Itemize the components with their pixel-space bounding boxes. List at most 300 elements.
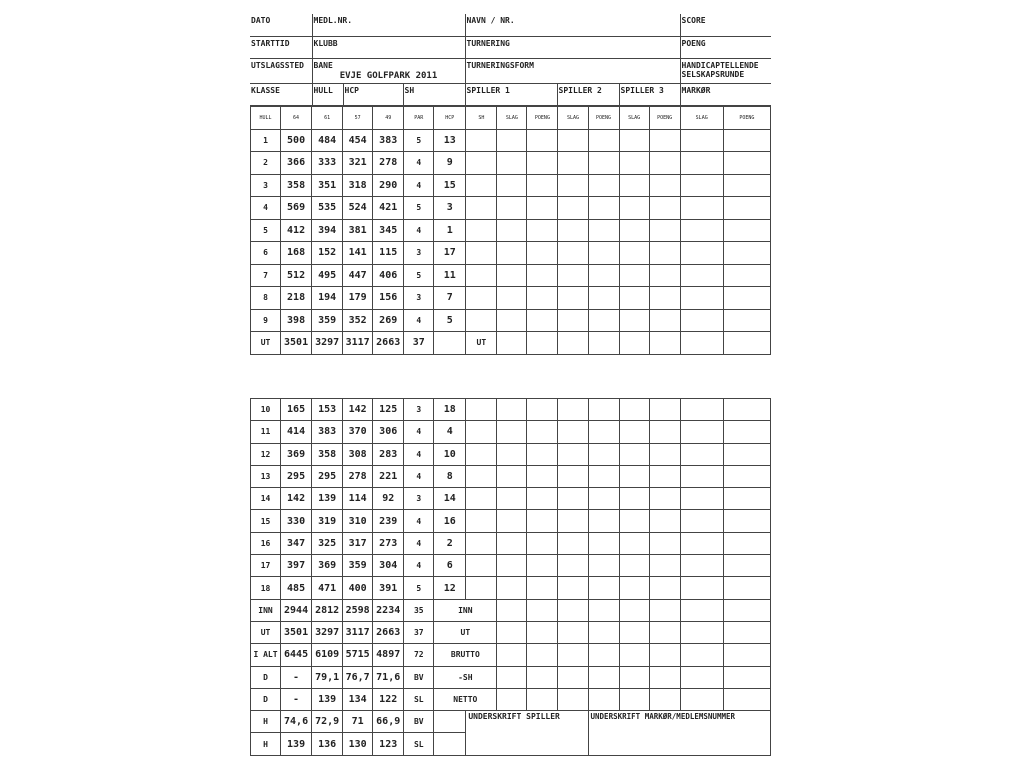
hole-row (251, 287, 771, 310)
score-cell-slag-2[interactable] (558, 174, 588, 197)
score-cell-poeng-3[interactable] (649, 174, 680, 197)
score-cell-slag-1[interactable] (497, 152, 527, 175)
score-cell-slag-3[interactable] (619, 287, 649, 310)
hcp-index: 12 (434, 577, 466, 599)
tee-57-length: 381 (343, 219, 373, 242)
score-cell-poeng-1[interactable] (527, 666, 558, 688)
score-cell-slag-1[interactable] (497, 599, 527, 621)
score-cell-poeng-3[interactable] (649, 532, 680, 554)
score-cell-poeng-3[interactable] (649, 688, 680, 710)
score-cell-poeng-1[interactable] (527, 443, 558, 465)
tee-57-total: 3117 (343, 332, 373, 355)
score-cell-slag-markor[interactable] (680, 644, 723, 666)
score-cell-poeng-3[interactable] (649, 287, 680, 310)
score-cell-slag-1[interactable] (497, 688, 527, 710)
score-cell-slag-2[interactable] (558, 129, 588, 152)
bane-label: BANE (313, 60, 333, 70)
score-cell-poeng-2[interactable] (588, 666, 619, 688)
score-cell-poeng-3[interactable] (649, 666, 680, 688)
hole-row (251, 242, 771, 265)
tee-64-length: 358 (281, 174, 312, 197)
spiller2-field[interactable]: SPILLER 2 (557, 83, 619, 105)
tee-61-length: 471 (312, 577, 343, 599)
column-header: SLAG (497, 106, 527, 129)
score-cell-poeng-markor[interactable] (723, 264, 770, 287)
par-value: 5 (404, 577, 434, 599)
hcp-index: 9 (434, 152, 466, 175)
tee-57-length: 310 (343, 510, 373, 532)
score-cell-poeng-markor[interactable] (723, 599, 770, 621)
score-cell-poeng-1[interactable] (527, 197, 558, 220)
score-cell-poeng-3[interactable] (649, 219, 680, 242)
score-cell-poeng-3[interactable] (649, 599, 680, 621)
tee-64-length: 512 (281, 264, 312, 287)
score-cell-sh[interactable] (466, 465, 497, 487)
score-cell-poeng-1[interactable] (527, 621, 558, 643)
score-cell-slag-2[interactable] (558, 197, 588, 220)
score-cell-poeng-3[interactable] (649, 264, 680, 287)
navn-nr-field[interactable]: NAVN / NR. (465, 14, 680, 36)
score-cell-slag-markor[interactable] (680, 443, 723, 465)
tee-57-summary: 3117 (343, 621, 373, 643)
score-cell-poeng-markor[interactable] (723, 621, 770, 643)
score-cell-poeng-2[interactable] (588, 688, 619, 710)
score-cell-slag-2[interactable] (558, 309, 588, 332)
score-cell-slag-2[interactable] (558, 465, 588, 487)
score-cell-slag-2[interactable] (558, 399, 588, 421)
score-cell-slag-1[interactable] (497, 488, 527, 510)
score-cell-slag-markor[interactable] (680, 465, 723, 487)
column-header: SLAG (680, 106, 723, 129)
score-cell-poeng-2[interactable] (588, 197, 619, 220)
score-cell-slag-3[interactable] (619, 555, 649, 577)
tee-57-length: 447 (343, 264, 373, 287)
hcp-index: 11 (434, 264, 466, 287)
summary-row (251, 644, 771, 666)
score-cell-poeng-markor[interactable] (723, 287, 770, 310)
score-cell-slag-3[interactable] (619, 264, 649, 287)
score-cell-poeng-2[interactable] (588, 332, 619, 355)
score-cell-poeng-1[interactable] (527, 287, 558, 310)
hcp-index: 18 (434, 399, 466, 421)
tee-49-length: 283 (373, 443, 404, 465)
score-cell-poeng-3[interactable] (649, 644, 680, 666)
score-cell-slag-3[interactable] (619, 465, 649, 487)
score-cell-poeng-markor[interactable] (723, 421, 770, 443)
score-cell-slag-markor[interactable] (680, 599, 723, 621)
medl-nr-label: MEDL.NR. (313, 16, 353, 25)
score-cell-poeng-2[interactable] (588, 309, 619, 332)
score-cell-poeng-markor[interactable] (723, 577, 770, 599)
score-cell-slag-markor[interactable] (680, 488, 723, 510)
score-cell-slag-2[interactable] (558, 287, 588, 310)
summary-row (251, 666, 771, 688)
player-signature-field[interactable]: UNDERSKRIFT SPILLER (466, 711, 588, 756)
score-cell-slag-3[interactable] (619, 421, 649, 443)
score-cell-poeng-1[interactable] (527, 510, 558, 532)
score-cell-slag-3[interactable] (619, 510, 649, 532)
score-cell-poeng-1[interactable] (527, 309, 558, 332)
score-cell-sh[interactable] (466, 399, 497, 421)
spiller1-field[interactable]: SPILLER 1 (465, 83, 557, 105)
score-cell-slag-markor[interactable] (680, 287, 723, 310)
score-cell-poeng-3[interactable] (649, 152, 680, 175)
score-cell-slag-2[interactable] (558, 599, 588, 621)
score-cell-slag-1[interactable] (497, 332, 527, 355)
score-cell-poeng-3[interactable] (649, 242, 680, 265)
score-cell-slag-markor[interactable] (680, 197, 723, 220)
score-cell-poeng-2[interactable] (588, 152, 619, 175)
score-cell-slag-2[interactable] (558, 577, 588, 599)
hcp-field[interactable]: HCP (343, 83, 403, 105)
score-cell-slag-2[interactable] (558, 488, 588, 510)
score-cell-slag-1[interactable] (497, 555, 527, 577)
score-cell-slag-markor[interactable] (680, 152, 723, 175)
score-cell-poeng-3[interactable] (649, 577, 680, 599)
tee-61-summary: 6109 (312, 644, 343, 666)
score-cell-slag-3[interactable] (619, 621, 649, 643)
score-cell-poeng-2[interactable] (588, 488, 619, 510)
score-cell-sh[interactable] (466, 443, 497, 465)
poeng-field[interactable]: POENG (680, 36, 771, 58)
score-cell-slag-2[interactable] (558, 532, 588, 554)
tee-61-summary: 79,1 (312, 666, 343, 688)
par-total: 37 (404, 332, 434, 355)
hole-number: 12 (251, 443, 281, 465)
hcp-index: 3 (434, 197, 466, 220)
tee-57-value: 130 (343, 733, 373, 755)
tee-49-length: 421 (373, 197, 404, 220)
handicap-field[interactable] (680, 58, 771, 83)
score-cell-slag-3[interactable] (619, 577, 649, 599)
tee-57-length: 308 (343, 443, 373, 465)
score-cell-slag-2[interactable] (558, 555, 588, 577)
score-cell-slag-1[interactable] (497, 264, 527, 287)
score-cell-poeng-3[interactable] (649, 488, 680, 510)
score-cell-slag-2[interactable] (558, 443, 588, 465)
score-cell-slag-3[interactable] (619, 129, 649, 152)
score-cell-slag-markor[interactable] (680, 174, 723, 197)
score-cell-poeng-3[interactable] (649, 465, 680, 487)
score-cell-poeng-3[interactable] (649, 197, 680, 220)
score-cell-poeng-1[interactable] (527, 399, 558, 421)
klasse-field[interactable]: KLASSE (250, 83, 312, 105)
score-cell-poeng-2[interactable] (588, 644, 619, 666)
score-cell-slag-2[interactable] (558, 332, 588, 355)
par-value: 4 (404, 443, 434, 465)
tee-49-length: 290 (373, 174, 404, 197)
score-cell-poeng-markor[interactable] (723, 332, 770, 355)
score-cell-poeng-3[interactable] (649, 621, 680, 643)
score-cell-slag-3[interactable] (619, 666, 649, 688)
par-value: 3 (404, 287, 434, 310)
score-cell-sh[interactable] (466, 577, 497, 599)
total-tag: UT (466, 332, 497, 355)
score-cell-poeng-3[interactable] (649, 309, 680, 332)
score-cell-sh[interactable] (466, 174, 497, 197)
par-value: 4 (404, 152, 434, 175)
score-cell-poeng-3[interactable] (649, 510, 680, 532)
score-field[interactable]: SCORE (680, 14, 771, 36)
markor-field[interactable]: MARKØR (680, 83, 771, 105)
score-cell-sh[interactable] (466, 309, 497, 332)
score-cell-poeng-3[interactable] (649, 443, 680, 465)
score-cell-poeng-2[interactable] (588, 129, 619, 152)
score-cell-poeng-1[interactable] (527, 555, 558, 577)
score-cell-poeng-1[interactable] (527, 421, 558, 443)
dato-field[interactable]: DATO (250, 14, 312, 36)
score-cell-slag-2[interactable] (558, 688, 588, 710)
tee-57-length: 370 (343, 421, 373, 443)
score-cell-poeng-1[interactable] (527, 599, 558, 621)
hole-row (251, 488, 771, 510)
score-cell-slag-markor[interactable] (680, 555, 723, 577)
score-cell-slag-3[interactable] (619, 443, 649, 465)
score-cell-slag-3[interactable] (619, 309, 649, 332)
score-cell-sh[interactable] (466, 532, 497, 554)
score-cell-poeng-1[interactable] (527, 129, 558, 152)
score-cell-slag-markor[interactable] (680, 510, 723, 532)
score-cell-slag-1[interactable] (497, 399, 527, 421)
column-header: SLAG (619, 106, 649, 129)
score-cell-slag-markor[interactable] (680, 621, 723, 643)
score-cell-slag-3[interactable] (619, 242, 649, 265)
sh-field[interactable]: SH (403, 83, 465, 105)
score-cell-poeng-markor[interactable] (723, 197, 770, 220)
score-cell-slag-1[interactable] (497, 666, 527, 688)
score-cell-slag-3[interactable] (619, 152, 649, 175)
score-cell-slag-2[interactable] (558, 242, 588, 265)
score-cell-slag-markor[interactable] (680, 399, 723, 421)
score-cell-poeng-2[interactable] (588, 242, 619, 265)
score-cell-slag-1[interactable] (497, 577, 527, 599)
score-cell-slag-markor[interactable] (680, 532, 723, 554)
score-cell-poeng-1[interactable] (527, 577, 558, 599)
score-cell-poeng-1[interactable] (527, 488, 558, 510)
score-cell-slag-markor[interactable] (680, 666, 723, 688)
score-cell-poeng-markor[interactable] (723, 510, 770, 532)
par-summary: SL (404, 688, 434, 710)
score-cell-poeng-markor[interactable] (723, 644, 770, 666)
score-cell-slag-markor[interactable] (680, 242, 723, 265)
score-cell-sh[interactable] (466, 264, 497, 287)
score-cell-poeng-1[interactable] (527, 264, 558, 287)
tee-61-length: 535 (312, 197, 343, 220)
score-cell-poeng-2[interactable] (588, 621, 619, 643)
score-cell-poeng-2[interactable] (588, 174, 619, 197)
score-cell-sh[interactable] (466, 152, 497, 175)
hole-number: 8 (251, 287, 281, 310)
score-cell-slag-1[interactable] (497, 129, 527, 152)
column-header: SLAG (558, 106, 588, 129)
score-cell-slag-3[interactable] (619, 332, 649, 355)
score-cell-slag-markor[interactable] (680, 129, 723, 152)
score-cell-slag-3[interactable] (619, 599, 649, 621)
par-summary: 35 (404, 599, 434, 621)
score-cell-slag-markor[interactable] (680, 332, 723, 355)
starttid-field[interactable]: STARTTID (250, 36, 312, 58)
score-cell-slag-markor[interactable] (680, 219, 723, 242)
score-cell-sh[interactable] (466, 219, 497, 242)
score-cell-poeng-1[interactable] (527, 219, 558, 242)
score-cell-poeng-markor[interactable] (723, 465, 770, 487)
score-cell-poeng-markor[interactable] (723, 219, 770, 242)
tee-57-summary: 76,7 (343, 666, 373, 688)
score-cell-slag-2[interactable] (558, 621, 588, 643)
score-cell-slag-1[interactable] (497, 287, 527, 310)
score-cell-slag-3[interactable] (619, 488, 649, 510)
score-cell-sh[interactable] (466, 421, 497, 443)
score-cell-slag-2[interactable] (558, 264, 588, 287)
score-cell-poeng-markor[interactable] (723, 309, 770, 332)
tee-49-length: 383 (373, 129, 404, 152)
score-cell-slag-markor[interactable] (680, 264, 723, 287)
par-summary: 72 (404, 644, 434, 666)
score-cell-poeng-1[interactable] (527, 152, 558, 175)
tee-61-length: 369 (312, 555, 343, 577)
score-cell-poeng-1[interactable] (527, 532, 558, 554)
score-cell-sh[interactable] (466, 555, 497, 577)
score-cell-slag-markor[interactable] (680, 309, 723, 332)
hole-row (251, 443, 771, 465)
score-cell-poeng-2[interactable] (588, 399, 619, 421)
bane-value: EVJE GOLFPARK 2011 (339, 70, 438, 81)
tee-49-length: 239 (373, 510, 404, 532)
score-cell-slag-1[interactable] (497, 621, 527, 643)
spiller3-field[interactable]: SPILLER 3 (619, 83, 680, 105)
score-cell-poeng-markor[interactable] (723, 242, 770, 265)
tee-61-length: 484 (312, 129, 343, 152)
score-cell-slag-1[interactable] (497, 465, 527, 487)
utslagssted-field[interactable]: UTSLAGSSTED (250, 58, 312, 83)
score-cell-slag-1[interactable] (497, 197, 527, 220)
score-cell-poeng-2[interactable] (588, 465, 619, 487)
score-cell-poeng-2[interactable] (588, 555, 619, 577)
marker-signature-field[interactable]: UNDERSKRIFT MARKØR/MEDLEMSNUMMER (588, 711, 770, 756)
summary-tag: INN (434, 599, 497, 621)
tee-49-length: 406 (373, 264, 404, 287)
score-cell-slag-3[interactable] (619, 197, 649, 220)
score-cell-poeng-1[interactable] (527, 688, 558, 710)
score-cell-poeng-markor[interactable] (723, 532, 770, 554)
score-cell-poeng-3[interactable] (649, 399, 680, 421)
turnering-field[interactable]: TURNERING (465, 36, 680, 58)
score-cell-poeng-3[interactable] (649, 332, 680, 355)
score-cell-slag-1[interactable] (497, 443, 527, 465)
score-cell-poeng-1[interactable] (527, 644, 558, 666)
turneringsform-field[interactable]: TURNERINGSFORM (465, 58, 680, 83)
medl-nr-field[interactable] (312, 14, 465, 36)
score-cell-slag-2[interactable] (558, 421, 588, 443)
par-value: 4 (404, 555, 434, 577)
score-cell-poeng-2[interactable] (588, 219, 619, 242)
tee-57-length: 359 (343, 555, 373, 577)
hole-row (251, 532, 771, 554)
score-cell-slag-1[interactable] (497, 242, 527, 265)
score-cell-slag-markor[interactable] (680, 577, 723, 599)
score-cell-poeng-2[interactable] (588, 287, 619, 310)
score-cell-slag-1[interactable] (497, 309, 527, 332)
score-cell-slag-3[interactable] (619, 219, 649, 242)
score-cell-poeng-markor[interactable] (723, 688, 770, 710)
score-cell-slag-markor[interactable] (680, 688, 723, 710)
tee-61-length: 333 (312, 152, 343, 175)
score-cell-poeng-2[interactable] (588, 532, 619, 554)
score-cell-slag-1[interactable] (497, 421, 527, 443)
score-cell-sh[interactable] (466, 197, 497, 220)
score-cell-poeng-markor[interactable] (723, 129, 770, 152)
score-cell-poeng-3[interactable] (649, 555, 680, 577)
score-cell-slag-3[interactable] (619, 399, 649, 421)
score-cell-sh[interactable] (466, 129, 497, 152)
score-cell-sh[interactable] (466, 488, 497, 510)
tee-57-summary: 5715 (343, 644, 373, 666)
hole-row (251, 465, 771, 487)
score-cell-slag-2[interactable] (558, 219, 588, 242)
score-cell-poeng-markor[interactable] (723, 174, 770, 197)
score-cell-poeng-1[interactable] (527, 465, 558, 487)
score-cell-slag-1[interactable] (497, 532, 527, 554)
score-cell-poeng-2[interactable] (588, 421, 619, 443)
score-cell-slag-markor[interactable] (680, 421, 723, 443)
score-cell-poeng-1[interactable] (527, 332, 558, 355)
score-cell-poeng-markor[interactable] (723, 152, 770, 175)
hull-field[interactable]: HULL (312, 83, 343, 105)
score-cell-sh[interactable] (466, 510, 497, 532)
summary-row (251, 621, 771, 643)
score-cell-poeng-2[interactable] (588, 510, 619, 532)
column-header: HCP (434, 106, 466, 129)
hole-number: 5 (251, 219, 281, 242)
score-cell-slag-1[interactable] (497, 174, 527, 197)
hcp-index: 15 (434, 174, 466, 197)
score-cell-slag-2[interactable] (558, 152, 588, 175)
score-cell-slag-3[interactable] (619, 688, 649, 710)
score-cell-slag-2[interactable] (558, 666, 588, 688)
score-cell-slag-2[interactable] (558, 644, 588, 666)
score-cell-poeng-markor[interactable] (723, 443, 770, 465)
score-cell-poeng-2[interactable] (588, 443, 619, 465)
score-cell-poeng-2[interactable] (588, 264, 619, 287)
score-cell-poeng-3[interactable] (649, 129, 680, 152)
klubb-field[interactable]: KLUBB (312, 36, 465, 58)
score-cell-poeng-1[interactable] (527, 174, 558, 197)
score-cell-poeng-markor[interactable] (723, 666, 770, 688)
score-cell-poeng-markor[interactable] (723, 555, 770, 577)
score-cell-slag-3[interactable] (619, 644, 649, 666)
hole-row (251, 399, 771, 421)
score-cell-slag-3[interactable] (619, 532, 649, 554)
score-cell-poeng-2[interactable] (588, 577, 619, 599)
hole-row (251, 197, 771, 220)
hole-number: 14 (251, 488, 281, 510)
score-cell-slag-1[interactable] (497, 510, 527, 532)
score-cell-slag-1[interactable] (497, 219, 527, 242)
score-cell-poeng-2[interactable] (588, 599, 619, 621)
score-cell-slag-2[interactable] (558, 510, 588, 532)
score-cell-sh[interactable] (466, 242, 497, 265)
par-value: 4 (404, 532, 434, 554)
score-cell-poeng-markor[interactable] (723, 488, 770, 510)
score-cell-poeng-3[interactable] (649, 421, 680, 443)
tee-61-summary: 3297 (312, 621, 343, 643)
tee-64-length: 330 (281, 510, 312, 532)
score-cell-slag-1[interactable] (497, 644, 527, 666)
score-cell-sh[interactable] (466, 287, 497, 310)
score-cell-poeng-1[interactable] (527, 242, 558, 265)
score-cell-poeng-markor[interactable] (723, 399, 770, 421)
score-cell-slag-3[interactable] (619, 174, 649, 197)
